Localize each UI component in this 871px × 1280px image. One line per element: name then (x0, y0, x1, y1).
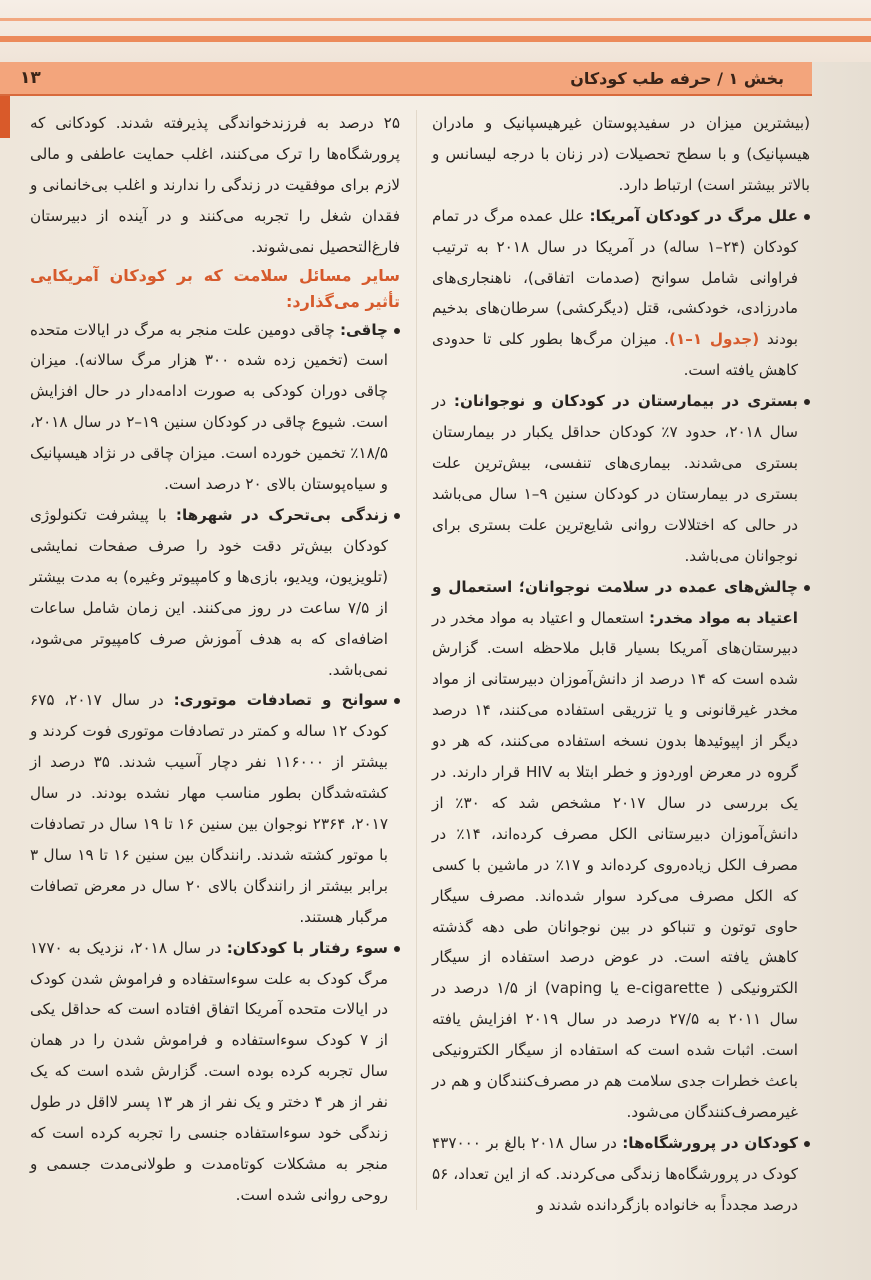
decorative-stripe (0, 18, 871, 21)
item-text: علل عمده مرگ در تمام کودکان (۲۴–۱ ساله) در آمریکا در سال ۲۰۱۸ به ترتیب فراوانی شامل سوانح (صدمات اتفاقی)، ناهنجاری‌های مادرزادی، خودکشی، قتل (دیگرکشی) سرطان‌های بدخیم بودند (432, 206, 798, 349)
item-text-after: . میزان مرگ‌ها بطور کلی تا حدودی کاهش یافته است. (432, 330, 798, 380)
running-head-title: بخش ۱ / حرفه طب کودکان (570, 68, 784, 88)
term: چاقی: (339, 320, 388, 339)
left-column (30, 108, 400, 1211)
paragraph: (بیشترین میزان در سفیدپوستان غیرهیسپانیک و مادران هیسپانیک) و با سطح تحصیلات (در زنان با درجه لیسانس و بالاتر بیشتر است) ارتباط دارد. (432, 114, 810, 194)
table-reference-link[interactable]: (جدول ۱–۱) (668, 330, 767, 349)
term: سوانح و تصادفات موتوری: (173, 691, 388, 710)
term: سوء رفتار با کودکان: (226, 938, 388, 957)
list-item (432, 1128, 810, 1221)
list-item (30, 500, 400, 685)
term: کودکان در پرورشگاه‌ها: (622, 1133, 799, 1152)
top-band (0, 0, 871, 62)
page-number: ۱۳ (20, 68, 41, 88)
section-heading: سایر مسائل سلامت که بر کودکان آمریکایی تأثیر می‌گذارد: (30, 265, 400, 311)
paragraph: ۲۵ درصد به فرزندخواندگی پذیرفته شدند. کودکانی که پرورشگاه‌ها را ترک می‌کنند، اغلب حمایت عاطفی و مالی لازم برای موفقیت در زندگی را ندارند و اغلب بی‌خانمانی و فقدان شغل را تجربه می‌کنند و در آینده از دبیرستان فارغ‌التحصیل نمی‌شوند. (30, 114, 400, 256)
item-text: در سال ۲۰۱۸ بالغ بر ۴۳۷۰۰۰ کودک در پرورشگاه‌ها زندگی می‌کردند. که از این تعداد، ۵۶ درصد مجدداً به خانواده بازگردانده شدند و (432, 1133, 798, 1214)
item-text: در سال ۲۰۱۷، ۶۷۵ کودک ۱۲ ساله و کمتر در تصادفات موتوری فوت کردند و بیشتر از ۱۱۶۰۰۰ نفر دچار آسیب شدند. ۳۵ درصد از کشته‌شدگان بطور مناسب مهار نشده بودند. در سال ۲۰۱۷، ۲۳۶۴ نوجوان بین سنین ۱۶ تا ۱۹ سال در تصادفات با موتور کشته شدند. رانندگان بین سنین ۱۶ تا ۱۹ سال ۳ برابر بیشتر از رانندگان بالای ۲۰ سال در معرض تصافات مرگبار هستند. (30, 691, 389, 926)
term: بستری در بیمارستان در کودکان و نوجوانان: (453, 392, 798, 411)
section-tab-marker (0, 96, 10, 138)
item-text: استعمال و اعتیاد به مواد مخدر در دبیرستان‌های آمریکا بسیار قابل ملاحظه است. گزارش شده است که ۱۴ درصد از دانش‌آموزان دبیرستانی از مواد مخدر غیرقانونی و یا تزریقی استفاده می‌کنند، ۱۴ درصد دیگر از اپیوئیدها بدون نسخه استفاده می‌کنند، که هر دو گروه در معرض اوردوز و خطر ابتلا به HIV قرار دارند. در یک بررسی در سال ۲۰۱۷ مشخص شد که ۳۰٪ از دانش‌آموزان دبیرستانی الکل مصرف کرده‌اند، ۱۴٪ در مصرف الکل زیاده‌روی کرده‌اند و ۱۷٪ در ماشین با کسی که الکل مصرف می‌کرد سوار شده‌اند. مصرف سیگار حاوی توتون و تنباکو در بین نوجوانان طی دهه گذشته کاهش یافته است. در عوض درصد استفاده از سیگار الکترونیکی ( e-cigarette یا vaping) از ۱/۵ درصد در سال ۲۰۱۱ به ۲۷/۵ درصد در سال ۲۰۱۹ افزایش یافته است. اثبات شده است که استفاده از سیگار الکترونیکی باعث خطرات جدی سلامت هم در مصرف‌کنندگان و هم در غیرمصرف‌کنندگان می‌شود. (432, 608, 798, 1121)
decorative-stripe-thick (0, 36, 871, 42)
list-item (30, 933, 400, 1211)
right-column (432, 108, 810, 1221)
list-item (30, 685, 400, 932)
list-item (432, 386, 810, 571)
column-gutter (416, 110, 417, 1210)
item-text: در سال ۲۰۱۸، حدود ۷٪ کودکان حداقل یکبار در بیمارستان بستری می‌شدند. بیماری‌های تنفسی، بیش‌ترین علت بستری در بیمارستان در کودکان سنین ۹–۱ سال می‌باشد در حالی که اختلالات روانی شایع‌ترین علت بستری برای نوجوانان می‌باشد. (432, 392, 799, 565)
list-item (432, 201, 810, 386)
running-header (0, 62, 812, 94)
item-text: با پیشرفت تکنولوژی کودکان بیش‌تر دقت خود را صرف صفحات نمایشی (تلویزیون، ویدیو، بازی‌ها و کامپیوتر وغیره) به مدت بیشتر از ۷/۵ ساعت در روز می‌کنند. این زمان شامل ساعات اضافه‌ای که به هدف آموزش صرف کامپیوتر می‌شود، نمی‌باشد. (30, 505, 388, 679)
list-item (432, 572, 810, 1128)
item-text: در سال ۲۰۱۸، نزدیک به ۱۷۷۰ مرگ کودک به علت سوءاستفاده و فراموش شدن کودک در ایالات متحده آمریکا اتفاق افتاده است که حداقل یکی از ۷ کودک سوءاستفاده و فراموش شدن را در همان سال تجربه کرده بوده است. گزارش شده است که یک نفر از هر ۴ دختر و یک نفر از هر ۱۳ پسر لااقل در طول زندگی خود سوءاستفاده جنسی را تجربه کرده است که منجر به مشکلات کوتاه‌مدت و طولانی‌مدت جسمی و روحی روانی شده است. (30, 938, 389, 1204)
header-rule (0, 94, 812, 96)
list-item (30, 315, 400, 500)
term: زندگی بی‌تحرک در شهرها: (175, 505, 388, 524)
term: علل مرگ در کودکان آمریکا: (589, 206, 799, 225)
term: چالش‌های عمده در سلامت نوجوانان؛ استعمال و اعتیاد به مواد مخدر: (432, 577, 798, 627)
item-text: چاقی دومین علت منجر به مرگ در ایالات متحده است (تخمین زده شده ۳۰۰ هزار مرگ سالانه). میزان چاقی دوران کودکی به صورت ادامه‌دار در حال افزایش است. شیوع چاقی در کودکان سنین ۱۹–۲ در سال ۲۰۱۸، ۱۸/۵٪ تخمین خورده است. میزان چاقی در نژاد هیسپانیک و سیاه‌پوستان بالای ۲۰ درصد است. (30, 320, 388, 494)
